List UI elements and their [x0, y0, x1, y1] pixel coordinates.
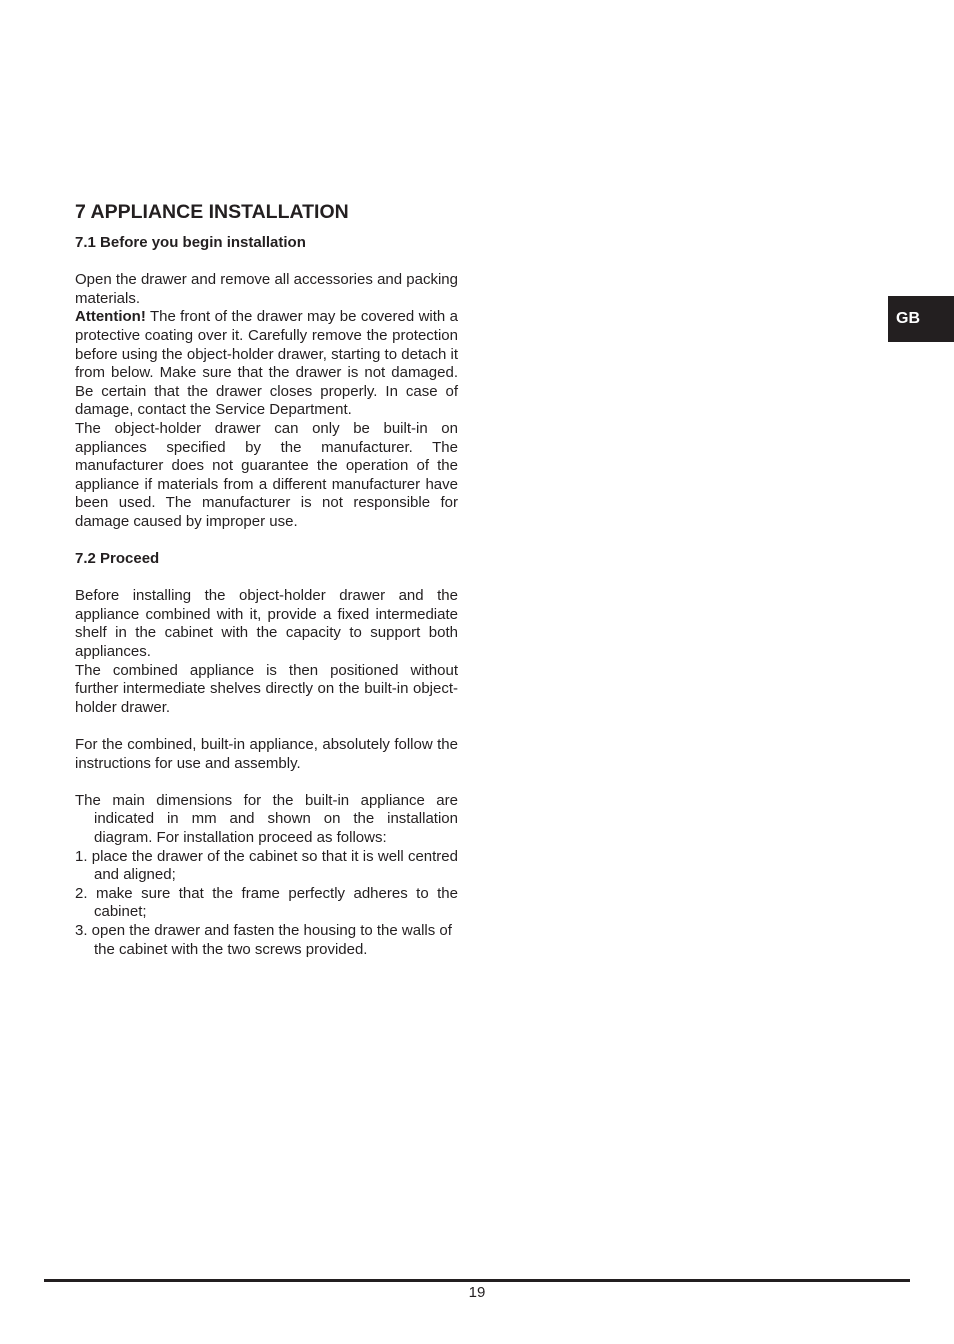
language-tab: GB	[888, 296, 954, 342]
paragraph-manufacturer-notice: The object-holder drawer can only be built-in on appliances specified by the manufacturer. The manufacturer does not guarantee the operation of the appliance if materials from a different manufacturer have been used. The manufacturer is not responsible for damage caused by improper use.	[75, 419, 458, 530]
spacer	[75, 717, 458, 736]
paragraph-intermediate-shelf: Before installing the object-holder drawer and the appliance combined with it, provide a fixed intermediate shelf in the cabinet with the capacity to support both appliances.	[75, 587, 458, 661]
footer-rule	[44, 1279, 910, 1282]
paragraph-main-dimensions: The main dimensions for the built-in appliance are indicated in mm and shown on the installation diagram. For installation proceed as follows:	[75, 791, 458, 846]
page-content	[75, 200, 458, 959]
paragraph-remove-accessories: Open the drawer and remove all accessories and packing materials.	[75, 271, 458, 307]
subsection-heading-proceed: 7.2 Proceed	[75, 550, 160, 568]
list-item-step-3: 3. open the drawer and fasten the housing to the walls of the cabinet with the two screws provided.	[75, 921, 452, 958]
page-number: 19	[468, 1284, 486, 1301]
paragraph-follow-instructions: For the combined, built-in appliance, absolutely follow the instructions for use and assembly.	[75, 736, 458, 772]
list-item-step-2: 2. make sure that the frame perfectly adheres to the cabinet;	[75, 884, 458, 921]
section-title: 7 APPLIANCE INSTALLATION	[75, 201, 349, 223]
paragraph-positioning: The combined appliance is then positioned without further intermediate shelves directly on the built-in object-holder drawer.	[75, 661, 458, 716]
subsection-heading-before-installation: 7.1 Before you begin installation	[75, 234, 306, 251]
attention-label: Attention!	[75, 308, 146, 326]
spacer	[75, 532, 458, 551]
list-item-step-1: 1. place the drawer of the cabinet so that it is well centred and aligned;	[75, 847, 458, 884]
attention-text: The front of the drawer may be covered with a protective coating over it. Carefully remove the protection before using the object-holder drawer, starting to detach it from below. Make sure that the drawer is not damaged. Be certain that the drawer closes properly. In case of damage, contact the Service Department.	[75, 308, 458, 419]
spacer	[75, 569, 458, 588]
spacer	[75, 253, 458, 272]
spacer	[75, 773, 458, 792]
paragraph-attention	[75, 308, 458, 420]
